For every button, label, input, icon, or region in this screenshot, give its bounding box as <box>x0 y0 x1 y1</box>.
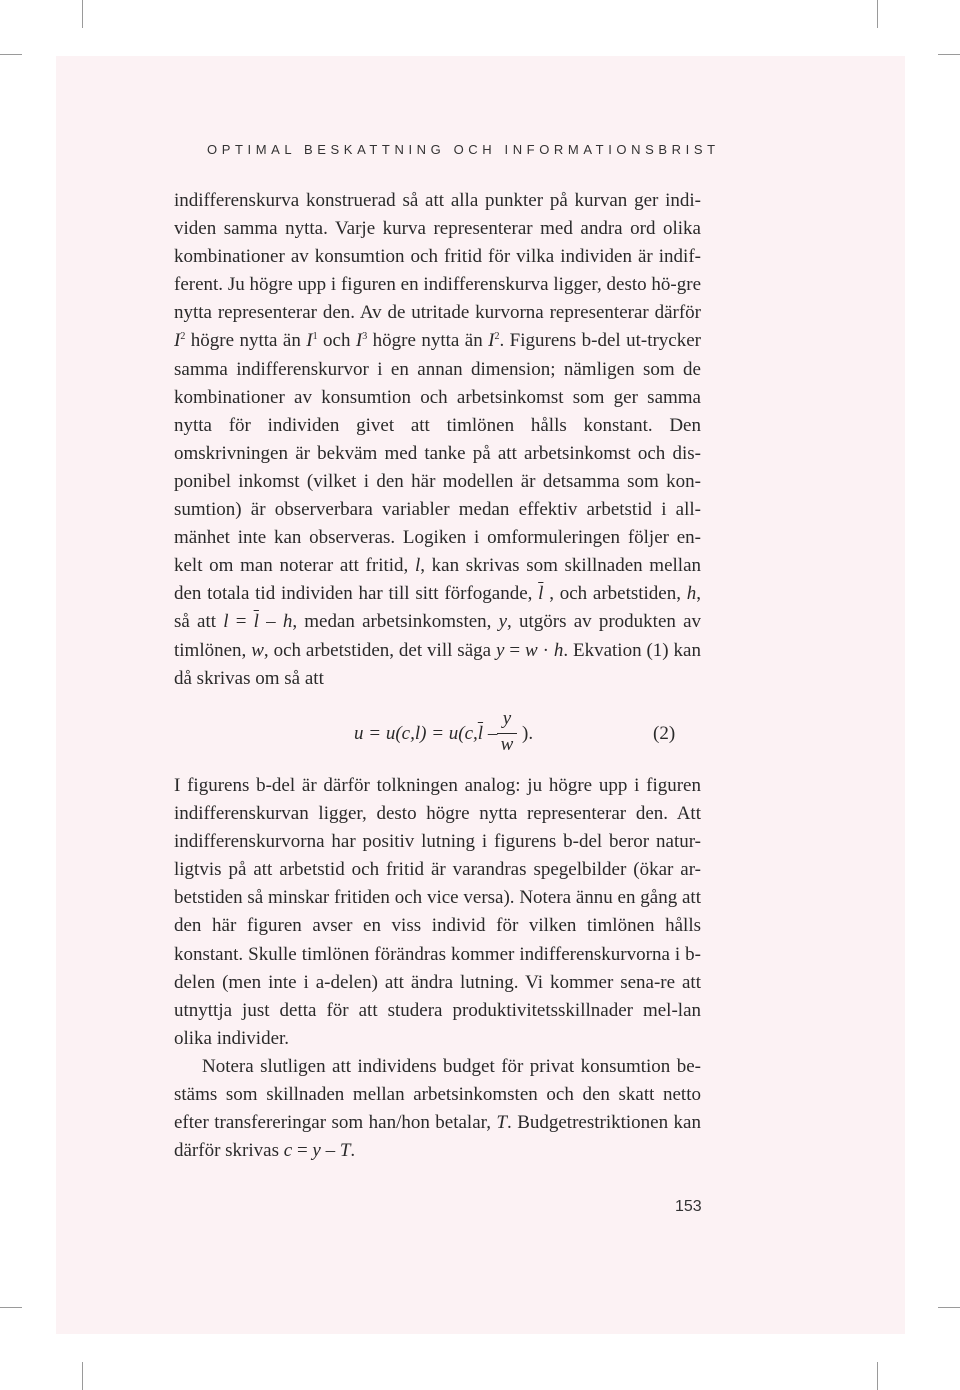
crop-mark <box>0 1307 22 1308</box>
crop-mark <box>0 54 22 55</box>
crop-mark <box>938 54 960 55</box>
page-number: 153 <box>675 1198 702 1215</box>
paragraph: I figurens b-del är därför tolkningen analog: ju högre upp i figuren indifferenskurvan ligger, desto högre nytta representerar den. Att indifferenskurvorna har positiv lutning i figurens b-del beror natur-ligtvis på att arbetstid och fritid är varandras spegelbilder (ökar ar-betstiden så minskar fritiden och vice versa). Notera ännu en gång att den här figuren avser en viss individ för vilken timlönen hålls konstant. Skulle timlönen förändras kommer indifferenskurvorna i b-delen (men inte i a-delen) att ändra lutning. Vi kommer sena-re att utnyttja just detta för att studera produktivitetsskillnader mel-lan olika individer. <box>174 775 701 1049</box>
paragraph: indifferenskurva konstruerad så att alla punkter på kurvan ger indi-viden samma nytta. Varje kurva representerar med andra ord olika kombinationer av konsumtion och fritid för vilka individen är indif-ferent. Ju högre upp i figuren en indifferenskurva ligger, desto hö-gre nytta representerar den. Av de utritade kurvorna representerar därför $I^2$ högre nytta än $I^1$ och $I^3$ högre nytta än $I^2$. Figurens b-del ut-trycker samma indifferenskurvor i en annan dimension; nämligen som de kombinationer av konsumtion och arbetsinkomst som ger samma nytta för individen givet att timlönen hålls konstant. Den omskrivningen är bekväm med tanke på att arbetsinkomst och dis-ponibel inkomst (vilket i den här modellen är detsamma som kon-sumtion) är observerbara variabler medan effektiv arbetstid i all-mänhet inte kan observeras. Logiken i omformuleringen följer en-kelt om man noterar att fritid, l, kan skrivas som skillnaden mellan den totala tid individen har till sitt förfogande, $\overline{l}$ , och arbetstiden, h, så att $l = \overline{l} - h$, medan arbetsinkomsten, y, utgörs av produkten av timlönen, w, och arbetstiden, det vill säga y = w · h. Ekvation (1) kan då skrivas om så att <box>174 190 702 689</box>
running-head: OPTIMAL BESKATTNING OCH INFORMATIONSBRIST <box>207 142 720 157</box>
equation: $u = u(c,l) = u(c,\overline{l}$ – y w ). <box>354 708 534 755</box>
equation-number: (2) <box>653 723 676 744</box>
crop-mark <box>82 1362 83 1390</box>
book-page <box>56 56 905 1334</box>
crop-mark <box>82 0 83 28</box>
crop-mark <box>877 1362 878 1390</box>
paragraph: Notera slutligen att individens budget för privat konsumtion be-stäms som skillnaden mellan arbetsinkomsten och den skatt netto efter transfereringar som han/hon betalar, T. Budgetrestriktionen kan därför skrivas c = y – T. <box>174 1056 701 1162</box>
crop-mark <box>938 1307 960 1308</box>
crop-mark <box>877 0 878 28</box>
